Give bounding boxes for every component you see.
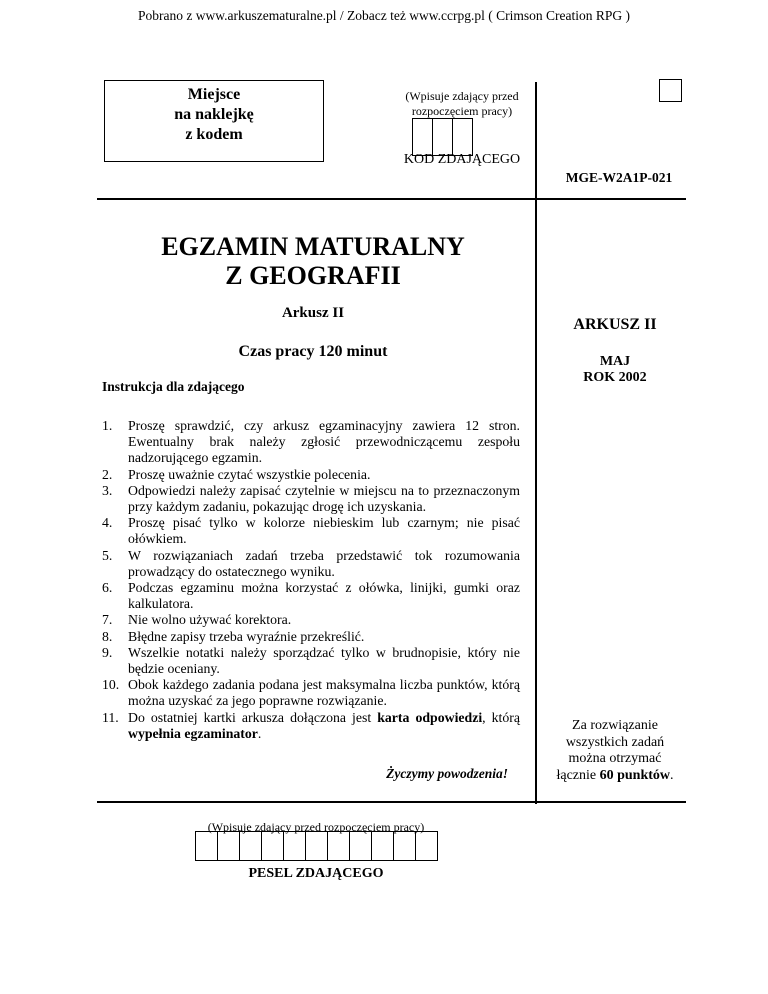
code-digit-box[interactable] bbox=[412, 118, 433, 156]
instruction-item: 11. Do ostatniej kartki arkusza dołączona jest karta odpowiedzi, którą wypełnia egzaminator. bbox=[102, 709, 520, 741]
instruction-item: 3. Odpowiedzi należy zapisać czytelnie w miejscu na to przeznaczonym przy każdym zadaniu, pokazując drogę ich uzyskania. bbox=[102, 482, 520, 515]
total-points: 60 punktów bbox=[599, 767, 671, 783]
pesel-digit-box[interactable] bbox=[327, 831, 350, 861]
points-info: Za rozwiązanie wszystkich zadań można otrzymać łącznie 60 punktów. bbox=[556, 718, 674, 783]
pesel-digit-box[interactable] bbox=[217, 831, 240, 861]
instructions-heading: Instrukcja dla zdającego bbox=[102, 379, 245, 394]
sheet-label: Arkusz II bbox=[281, 305, 345, 321]
instruction-item: 8. Błędne zapisy trzeba wyraźnie przekreślić. bbox=[102, 628, 365, 644]
answer-card-emphasis: karta odpowiedzi bbox=[377, 709, 483, 725]
pesel-digit-box[interactable] bbox=[415, 831, 438, 861]
title-line-2: Z GEOGRAFII bbox=[225, 261, 401, 290]
exam-month: MAJ bbox=[599, 354, 631, 369]
pesel-digit-box[interactable] bbox=[371, 831, 394, 861]
instruction-item: 7. Nie wolno używać korektora. bbox=[102, 612, 292, 628]
vertical-divider bbox=[535, 82, 537, 804]
exam-title bbox=[98, 232, 528, 290]
good-luck-message: Życzymy powodzenia! bbox=[386, 766, 508, 781]
code-input-boxes[interactable] bbox=[413, 118, 473, 156]
sticker-label bbox=[105, 85, 323, 145]
exam-date bbox=[540, 354, 690, 386]
pesel-digit-box[interactable] bbox=[305, 831, 328, 861]
instruction-item: 6. Podczas egzaminu można korzystać z ołówka, linijki, gumki oraz kalkulatora. bbox=[102, 580, 520, 612]
instructions-list bbox=[102, 418, 520, 742]
code-hint: (Wpisuje zdający przed rozpoczęciem pracy) bbox=[405, 89, 519, 118]
pesel-digit-box[interactable] bbox=[283, 831, 306, 861]
duration-label: Czas pracy 120 minut bbox=[238, 343, 388, 360]
pesel-digit-box[interactable] bbox=[393, 831, 416, 861]
instruction-item: 10. Obok każdego zadania podana jest maksymalna liczba punktów, którą można uzyskać za jego poprawne rozwiązanie. bbox=[102, 677, 520, 709]
pesel-hint: (Wpisuje zdający przed rozpoczęciem pracy) bbox=[207, 820, 425, 834]
right-sheet-label: ARKUSZ II bbox=[573, 316, 657, 333]
exam-code: MGE-W2A1P-021 bbox=[565, 170, 673, 185]
examiner-emphasis: wypełnia egzaminator bbox=[128, 725, 258, 741]
corner-checkbox[interactable] bbox=[659, 79, 682, 102]
pesel-digit-box[interactable] bbox=[239, 831, 262, 861]
instruction-item: 1. Proszę sprawdzić, czy arkusz egzaminacyjny zawiera 12 stron. Ewentualny brak należy zgłosić przewodniczącemu zespołu nadzorującego egzamin. bbox=[102, 418, 520, 466]
source-banner: Pobrano z www.arkuszematuralne.pl / Zobacz też www.ccrpg.pl ( Crimson Creation RPG ) bbox=[138, 8, 630, 23]
pesel-digit-box[interactable] bbox=[349, 831, 372, 861]
instruction-item: 5. W rozwiązaniach zadań trzeba przedstawić tok rozumowania prowadzący do ostatecznego wyniku. bbox=[102, 547, 520, 579]
title-line-1: EGZAMIN MATURALNY bbox=[161, 232, 465, 261]
sticker-area bbox=[104, 80, 324, 162]
sticker-line-2: na naklejkę bbox=[174, 106, 254, 123]
instruction-item: 2. Proszę uważnie czytać wszystkie polecenia. bbox=[102, 466, 371, 482]
code-digit-box[interactable] bbox=[452, 118, 473, 156]
top-divider bbox=[97, 198, 686, 200]
pesel-label: PESEL ZDAJĄCEGO bbox=[248, 866, 384, 881]
sticker-line-1: Miejsce bbox=[187, 86, 241, 103]
bottom-divider bbox=[97, 801, 686, 803]
sticker-line-3: z kodem bbox=[185, 126, 243, 143]
pesel-digit-box[interactable] bbox=[195, 831, 218, 861]
code-digit-box[interactable] bbox=[432, 118, 453, 156]
instruction-item: 4. Proszę pisać tylko w kolorze niebieskim lub czarnym; nie pisać ołówkiem. bbox=[102, 515, 520, 547]
exam-year: ROK 2002 bbox=[583, 370, 647, 385]
pesel-digit-box[interactable] bbox=[261, 831, 284, 861]
instruction-item: 9. Wszelkie notatki należy sporządzać tylko w brudnopisie, który nie będzie oceniany. bbox=[102, 644, 520, 677]
pesel-input-boxes[interactable] bbox=[196, 831, 438, 861]
code-label: KOD ZDAJĄCEGO bbox=[403, 152, 521, 167]
